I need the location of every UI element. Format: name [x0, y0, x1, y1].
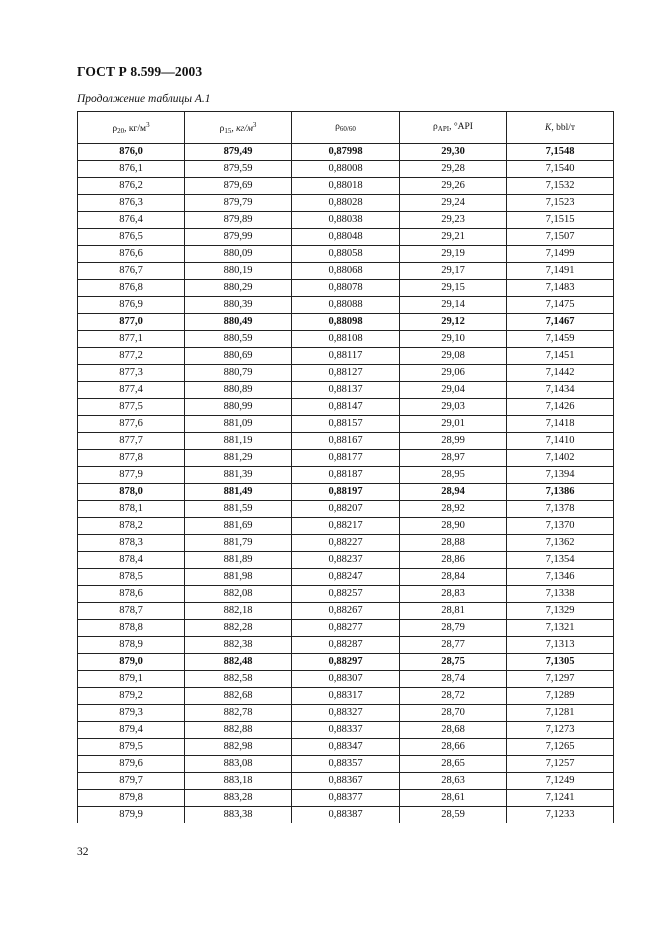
table-cell: 882,38	[185, 637, 292, 654]
table-cell: 28,83	[400, 586, 507, 603]
table-cell: 29,23	[400, 212, 507, 229]
table-cell: 0,88247	[292, 569, 400, 586]
table-cell: 29,19	[400, 246, 507, 263]
header-unit: , кг/м	[124, 123, 147, 134]
table-cell: 0,88078	[292, 280, 400, 297]
table-cell: 0,88277	[292, 620, 400, 637]
table-body	[78, 144, 614, 824]
column-header-rho-api	[400, 112, 507, 144]
table-cell: 28,86	[400, 552, 507, 569]
table-cell: 0,88157	[292, 416, 400, 433]
table-row	[78, 790, 614, 807]
header-symbol: ρ	[112, 123, 118, 134]
table-cell: 881,09	[185, 416, 292, 433]
table-cell: 878,3	[78, 535, 185, 552]
table-cell: 7,1434	[507, 382, 614, 399]
table-cell: 882,98	[185, 739, 292, 756]
table-cell: 879,9	[78, 807, 185, 824]
table-row	[78, 739, 614, 756]
table-cell: 29,01	[400, 416, 507, 433]
table-cell: 0,88127	[292, 365, 400, 382]
table-cell: 0,88137	[292, 382, 400, 399]
table-row	[78, 518, 614, 535]
table-cell: 876,7	[78, 263, 185, 280]
table-row	[78, 263, 614, 280]
table-cell: 29,04	[400, 382, 507, 399]
table-cell: 29,03	[400, 399, 507, 416]
table-cell: 882,08	[185, 586, 292, 603]
table-cell: 28,59	[400, 807, 507, 824]
table-row	[78, 620, 614, 637]
table-cell: 879,5	[78, 739, 185, 756]
table-cell: 0,88367	[292, 773, 400, 790]
table-row	[78, 603, 614, 620]
table-cell: 877,5	[78, 399, 185, 416]
table-cell: 29,06	[400, 365, 507, 382]
table-cell: 0,88117	[292, 348, 400, 365]
table-row	[78, 807, 614, 824]
table-cell: 7,1491	[507, 263, 614, 280]
table-cell: 879,4	[78, 722, 185, 739]
table-cell: 7,1338	[507, 586, 614, 603]
table-row	[78, 654, 614, 671]
table-cell: 28,81	[400, 603, 507, 620]
table-cell: 880,89	[185, 382, 292, 399]
table-cell: 28,79	[400, 620, 507, 637]
table-row	[78, 535, 614, 552]
table-cell: 877,7	[78, 433, 185, 450]
table-cell: 876,6	[78, 246, 185, 263]
table-cell: 880,99	[185, 399, 292, 416]
table-cell: 879,49	[185, 144, 292, 161]
table-cell: 7,1354	[507, 552, 614, 569]
table-cell: 7,1329	[507, 603, 614, 620]
table-cell: 879,2	[78, 688, 185, 705]
table-cell: 0,88048	[292, 229, 400, 246]
table-cell: 29,24	[400, 195, 507, 212]
table-cell: 7,1313	[507, 637, 614, 654]
table-cell: 28,97	[400, 450, 507, 467]
table-row	[78, 161, 614, 178]
table-cell: 29,08	[400, 348, 507, 365]
table-cell: 0,88257	[292, 586, 400, 603]
table-row	[78, 484, 614, 501]
table-row	[78, 671, 614, 688]
table-cell: 7,1386	[507, 484, 614, 501]
table-row	[78, 212, 614, 229]
table-cell: 7,1499	[507, 246, 614, 263]
table-cell: 28,77	[400, 637, 507, 654]
table-cell: 0,88267	[292, 603, 400, 620]
table-row	[78, 331, 614, 348]
table-cell: 876,2	[78, 178, 185, 195]
table-cell: 0,88088	[292, 297, 400, 314]
table-cell: 29,26	[400, 178, 507, 195]
table-cell: 876,3	[78, 195, 185, 212]
table-cell: 877,4	[78, 382, 185, 399]
table-cell: 28,68	[400, 722, 507, 739]
table-cell: 29,12	[400, 314, 507, 331]
table-cell: 7,1305	[507, 654, 614, 671]
table-cell: 882,48	[185, 654, 292, 671]
table-cell: 878,4	[78, 552, 185, 569]
header-subscript: 15	[224, 126, 232, 135]
table-cell: 0,88237	[292, 552, 400, 569]
table-row	[78, 348, 614, 365]
table-cell: 28,94	[400, 484, 507, 501]
table-cell: 28,61	[400, 790, 507, 807]
table-cell: 879,3	[78, 705, 185, 722]
table-row	[78, 586, 614, 603]
header-unit: , кг/м	[231, 123, 253, 134]
table-cell: 7,1475	[507, 297, 614, 314]
document-title: ГОСТ Р 8.599—2003	[77, 64, 203, 79]
table-cell: 0,88307	[292, 671, 400, 688]
table-cell: 7,1321	[507, 620, 614, 637]
table-cell: 28,74	[400, 671, 507, 688]
table-cell: 881,59	[185, 501, 292, 518]
table-row	[78, 756, 614, 773]
table-cell: 28,72	[400, 688, 507, 705]
table-cell: 880,59	[185, 331, 292, 348]
table-cell: 7,1362	[507, 535, 614, 552]
table-cell: 881,39	[185, 467, 292, 484]
table-cell: 876,1	[78, 161, 185, 178]
table-row	[78, 178, 614, 195]
column-header-k	[507, 112, 614, 144]
table-cell: 879,99	[185, 229, 292, 246]
table-cell: 7,1451	[507, 348, 614, 365]
table-cell: 28,70	[400, 705, 507, 722]
header-superscript: 3	[146, 120, 150, 129]
table-cell: 877,2	[78, 348, 185, 365]
table-cell: 28,75	[400, 654, 507, 671]
table-cell: 28,95	[400, 467, 507, 484]
table-cell: 7,1426	[507, 399, 614, 416]
table-cell: 7,1483	[507, 280, 614, 297]
table-cell: 883,38	[185, 807, 292, 824]
table-row	[78, 688, 614, 705]
table-cell: 7,1507	[507, 229, 614, 246]
table-cell: 877,1	[78, 331, 185, 348]
table-header	[78, 112, 614, 144]
table-cell: 881,79	[185, 535, 292, 552]
table-cell: 28,88	[400, 535, 507, 552]
table-cell: 882,28	[185, 620, 292, 637]
table-cell: 877,6	[78, 416, 185, 433]
table-cell: 0,88207	[292, 501, 400, 518]
table-cell: 880,09	[185, 246, 292, 263]
header-symbol: ρ	[219, 123, 225, 134]
table-row	[78, 365, 614, 382]
table-row	[78, 314, 614, 331]
header-superscript: 3	[252, 120, 257, 129]
table-cell: 880,49	[185, 314, 292, 331]
table-cell: 881,69	[185, 518, 292, 535]
table-cell: 7,1241	[507, 790, 614, 807]
table-cell: 7,1289	[507, 688, 614, 705]
table-cell: 7,1523	[507, 195, 614, 212]
table-cell: 880,19	[185, 263, 292, 280]
table-cell: 879,0	[78, 654, 185, 671]
table-cell: 879,7	[78, 773, 185, 790]
table-row	[78, 382, 614, 399]
column-header-rho20	[78, 112, 185, 144]
table-cell: 7,1442	[507, 365, 614, 382]
table-cell: 880,69	[185, 348, 292, 365]
table-cell: 883,08	[185, 756, 292, 773]
table-row	[78, 705, 614, 722]
table-row	[78, 501, 614, 518]
table-cell: 7,1297	[507, 671, 614, 688]
table-cell: 7,1233	[507, 807, 614, 824]
table-cell: 28,63	[400, 773, 507, 790]
table-cell: 29,28	[400, 161, 507, 178]
table-cell: 7,1459	[507, 331, 614, 348]
table-cell: 0,88028	[292, 195, 400, 212]
table-cell: 0,88167	[292, 433, 400, 450]
table-cell: 0,88377	[292, 790, 400, 807]
table-cell: 0,88187	[292, 467, 400, 484]
table-cell: 0,88108	[292, 331, 400, 348]
column-header-rho15	[185, 112, 292, 144]
table-cell: 878,9	[78, 637, 185, 654]
table-cell: 882,58	[185, 671, 292, 688]
table-cell: 877,3	[78, 365, 185, 382]
header-unit: , °API	[449, 122, 473, 132]
table-cell: 876,5	[78, 229, 185, 246]
table-row	[78, 416, 614, 433]
table-cell: 29,15	[400, 280, 507, 297]
table-cell: 0,88387	[292, 807, 400, 824]
table-cell: 880,29	[185, 280, 292, 297]
table-row	[78, 467, 614, 484]
density-table	[77, 111, 614, 823]
table-cell: 0,88058	[292, 246, 400, 263]
table-cell: 29,17	[400, 263, 507, 280]
table-cell: 7,1467	[507, 314, 614, 331]
table-cell: 879,8	[78, 790, 185, 807]
table-cell: 877,9	[78, 467, 185, 484]
table-continuation-caption: Продолжение таблицы А.1	[77, 93, 211, 105]
table-cell: 881,98	[185, 569, 292, 586]
table-cell: 882,68	[185, 688, 292, 705]
header-subscript: 60/60	[339, 125, 356, 133]
header-subscript: 20	[117, 126, 125, 135]
table-cell: 7,1540	[507, 161, 614, 178]
table-cell: 878,2	[78, 518, 185, 535]
table-cell: 7,1378	[507, 501, 614, 518]
table-cell: 7,1370	[507, 518, 614, 535]
table-cell: 7,1532	[507, 178, 614, 195]
table-cell: 878,6	[78, 586, 185, 603]
table-cell: 0,88357	[292, 756, 400, 773]
table-row	[78, 399, 614, 416]
table-cell: 7,1346	[507, 569, 614, 586]
table-row	[78, 280, 614, 297]
table-cell: 883,18	[185, 773, 292, 790]
table-cell: 7,1257	[507, 756, 614, 773]
table-row	[78, 637, 614, 654]
table-cell: 0,88287	[292, 637, 400, 654]
table-cell: 879,59	[185, 161, 292, 178]
table-cell: 880,79	[185, 365, 292, 382]
table-cell: 879,89	[185, 212, 292, 229]
table-cell: 876,0	[78, 144, 185, 161]
table-cell: 7,1249	[507, 773, 614, 790]
table-cell: 28,84	[400, 569, 507, 586]
table-cell: 881,29	[185, 450, 292, 467]
table-cell: 882,18	[185, 603, 292, 620]
table-cell: 0,87998	[292, 144, 400, 161]
table-cell: 878,8	[78, 620, 185, 637]
table-cell: 881,49	[185, 484, 292, 501]
table-cell: 880,39	[185, 297, 292, 314]
table-cell: 0,88008	[292, 161, 400, 178]
table-cell: 0,88347	[292, 739, 400, 756]
column-header-rho60-60	[292, 112, 400, 144]
table-cell: 28,99	[400, 433, 507, 450]
table-cell: 7,1410	[507, 433, 614, 450]
header-unit: , bbl/т	[551, 122, 576, 133]
table-cell: 878,5	[78, 569, 185, 586]
table-cell: 879,6	[78, 756, 185, 773]
header-symbol: K	[544, 122, 552, 133]
page-number: 32	[77, 846, 89, 858]
table-cell: 28,65	[400, 756, 507, 773]
table-cell: 879,69	[185, 178, 292, 195]
table-cell: 28,92	[400, 501, 507, 518]
header-symbol: ρ	[433, 122, 438, 132]
table-cell: 876,4	[78, 212, 185, 229]
table-row	[78, 229, 614, 246]
table-cell: 29,10	[400, 331, 507, 348]
table-row	[78, 450, 614, 467]
table-row	[78, 297, 614, 314]
table-cell: 7,1265	[507, 739, 614, 756]
table-cell: 0,88018	[292, 178, 400, 195]
table-cell: 879,1	[78, 671, 185, 688]
header-row	[78, 112, 614, 144]
table-cell: 0,88227	[292, 535, 400, 552]
header-subscript: API	[437, 125, 450, 133]
table-cell: 7,1402	[507, 450, 614, 467]
table-row	[78, 144, 614, 161]
table-cell: 877,8	[78, 450, 185, 467]
table-cell: 28,66	[400, 739, 507, 756]
table-cell: 877,0	[78, 314, 185, 331]
table-cell: 28,90	[400, 518, 507, 535]
table-row	[78, 433, 614, 450]
table-cell: 7,1548	[507, 144, 614, 161]
table-cell: 0,88147	[292, 399, 400, 416]
table-row	[78, 722, 614, 739]
table-cell: 879,79	[185, 195, 292, 212]
table-cell: 878,0	[78, 484, 185, 501]
table-row	[78, 552, 614, 569]
table-cell: 0,88177	[292, 450, 400, 467]
table-cell: 881,89	[185, 552, 292, 569]
table-cell: 29,21	[400, 229, 507, 246]
table-cell: 0,88337	[292, 722, 400, 739]
table-cell: 0,88327	[292, 705, 400, 722]
table-cell: 0,88197	[292, 484, 400, 501]
table-row	[78, 246, 614, 263]
header-symbol: ρ	[335, 122, 340, 132]
table-cell: 7,1281	[507, 705, 614, 722]
table-cell: 7,1273	[507, 722, 614, 739]
table-row	[78, 773, 614, 790]
table-row	[78, 569, 614, 586]
table-cell: 0,88068	[292, 263, 400, 280]
table-cell: 882,78	[185, 705, 292, 722]
table-cell: 7,1418	[507, 416, 614, 433]
table-cell: 878,1	[78, 501, 185, 518]
table-cell: 881,19	[185, 433, 292, 450]
table-cell: 882,88	[185, 722, 292, 739]
table-cell: 0,88038	[292, 212, 400, 229]
table-cell: 876,9	[78, 297, 185, 314]
table-cell: 0,88098	[292, 314, 400, 331]
table-row	[78, 195, 614, 212]
table-cell: 876,8	[78, 280, 185, 297]
table-cell: 29,30	[400, 144, 507, 161]
table-cell: 883,28	[185, 790, 292, 807]
table-cell: 29,14	[400, 297, 507, 314]
table-cell: 0,88217	[292, 518, 400, 535]
table-cell: 0,88297	[292, 654, 400, 671]
table-cell: 878,7	[78, 603, 185, 620]
table-cell: 7,1515	[507, 212, 614, 229]
table-cell: 7,1394	[507, 467, 614, 484]
table-cell: 0,88317	[292, 688, 400, 705]
